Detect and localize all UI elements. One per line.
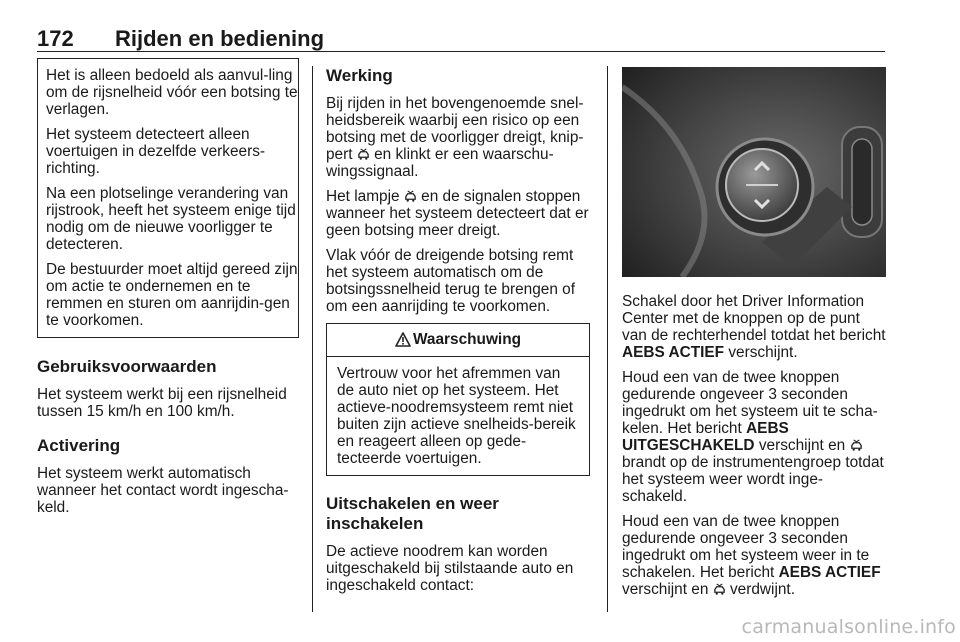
activation-text: Het systeem werkt automatisch wanneer het contact wordt ingescha-keld. bbox=[37, 465, 289, 516]
box-paragraph: Na een plotselinge verandering van rijstrook, heeft het systeem enige tijd nodig om de nieuwe voorligger te detecteren. bbox=[46, 185, 296, 253]
operation-paragraph: Vlak vóór de dreigende botsing remt het systeem automatisch om de botsingssnelheid terug te brengen of om een aanrijding te voorkomen. bbox=[326, 247, 575, 315]
info-box bbox=[37, 58, 299, 338]
instruction-paragraph bbox=[622, 293, 886, 361]
instruction-text: verschijnt en bbox=[622, 581, 709, 598]
conditions-text: Het systeem werkt bij een rijsnelheid tussen 15 km/h en 100 km/h. bbox=[37, 386, 287, 420]
operation-text: Het lampje bbox=[326, 188, 400, 205]
instruction-text: Houd een van de twee knoppen gedurende ongeveer 3 seconden ingedrukt om het systeem weer in te schakelen. Het bericht bbox=[622, 513, 870, 581]
message-label: AEBS ACTIEF bbox=[778, 564, 881, 581]
operation-paragraph bbox=[326, 188, 590, 239]
collision-warning-icon bbox=[713, 583, 726, 596]
warning-text: Vertrouw voor het afremmen van de auto niet op het systeem. Het actieve-noodremsysteem remt niet buiten zijn actieve snelheids-bereik en reageert alleen op gede-tecteerde voertuigen. bbox=[337, 365, 576, 467]
page-header bbox=[37, 26, 885, 50]
chapter-title: Rijden en bediening bbox=[115, 26, 325, 51]
column-left bbox=[37, 58, 299, 524]
operation-text: en klinkt er een waarschu-wingssignaal. bbox=[326, 146, 554, 180]
warning-title: Waarschuwing bbox=[412, 331, 522, 348]
warning-box bbox=[326, 323, 590, 476]
steering-lever-illustration bbox=[622, 67, 886, 277]
collision-warning-icon bbox=[404, 190, 417, 203]
box-paragraph: De bestuurder moet altijd gereed zijn om actie te ondernemen en te remmen en sturen om aanrijdin-gen te voorkomen. bbox=[46, 261, 298, 329]
instruction-paragraph bbox=[622, 513, 886, 598]
column-right bbox=[622, 67, 886, 606]
switch-text: De actieve noodrem kan worden uitgeschakeld bij stilstaande auto en ingeschakeld contact: bbox=[326, 543, 574, 594]
collision-warning-icon bbox=[850, 439, 863, 452]
operation-text: en de signalen stoppen wanneer het systeem detecteert dat er geen botsing meer dreigt. bbox=[326, 188, 589, 239]
watermark: carmanualsonline.info bbox=[741, 616, 956, 638]
instruction-text: verschijnt. bbox=[728, 344, 798, 361]
column-divider bbox=[312, 66, 313, 612]
operation-paragraph bbox=[326, 95, 590, 180]
box-paragraph: Het is alleen bedoeld als aanvul-ling om de rijsnelheid vóór een botsing te verlagen. bbox=[46, 67, 298, 118]
lever-buttons-photo bbox=[622, 67, 886, 277]
operation-heading: Werking bbox=[326, 66, 393, 85]
instruction-text: verdwijnt. bbox=[729, 581, 795, 598]
activation-heading: Activering bbox=[37, 436, 121, 455]
message-label: AEBS ACTIEF bbox=[622, 344, 725, 361]
message-label: AEBS UITGESCHAKELD bbox=[622, 420, 789, 454]
instruction-paragraph bbox=[622, 369, 886, 505]
warning-triangle-icon bbox=[395, 332, 411, 347]
column-middle bbox=[326, 66, 590, 602]
header-rule bbox=[37, 51, 885, 52]
collision-warning-icon bbox=[357, 148, 370, 161]
instruction-text: brandt op de instrumentengroep totdat het systeem weer wordt inge-schakeld. bbox=[622, 454, 884, 505]
instruction-text: Houd een van de twee knoppen gedurende ongeveer 3 seconden ingedrukt om het systeem uit te scha-kelen. Het bericht bbox=[622, 369, 878, 437]
column-divider bbox=[607, 66, 608, 612]
switch-heading: Uitschakelen en weer inschakelen bbox=[326, 494, 499, 533]
instruction-text: Schakel door het Driver Information Center met de knoppen op de punt van de rechterhendel totdat het bericht bbox=[622, 293, 886, 344]
instruction-text: verschijnt en bbox=[758, 437, 846, 454]
operation-text: Bij rijden in het bovengenoemde snel-heidsbereik waarbij een risico op een botsing met de voorligger dreigt, knip-pert bbox=[326, 95, 584, 163]
box-paragraph: Het systeem detecteert alleen voertuigen in dezelfde verkeers-richting. bbox=[46, 126, 266, 177]
page-number: 172 bbox=[37, 26, 74, 51]
conditions-heading: Gebruiksvoorwaarden bbox=[37, 357, 217, 376]
warning-header bbox=[327, 324, 589, 357]
